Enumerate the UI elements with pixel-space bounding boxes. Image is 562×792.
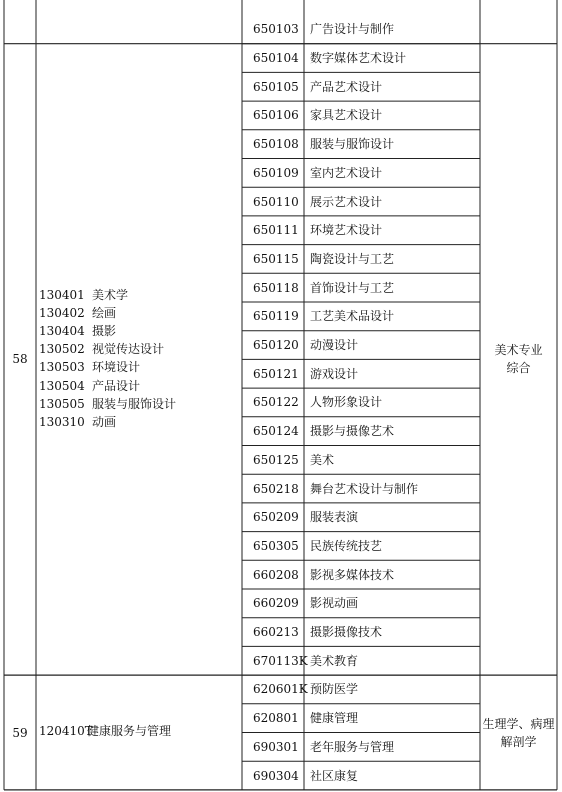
source-major-code: 130502 <box>39 342 85 357</box>
major-code-cell: 650105 <box>253 79 299 94</box>
source-major-name: 服装与服饰设计 <box>92 396 177 411</box>
major-code-cell: 650119 <box>253 309 299 324</box>
source-major-name: 绘画 <box>92 305 117 320</box>
source-major-name: 摄影 <box>92 324 117 338</box>
major-code-cell: 670113K <box>253 653 308 668</box>
major-code-cell: 650305 <box>253 538 299 553</box>
major-code-cell: 650120 <box>253 338 299 353</box>
row-number-cell: 58 <box>12 352 28 367</box>
source-major-name: 健康服务与管理 <box>87 724 172 739</box>
exam-subject-cell: 生理学、病理 <box>482 716 555 731</box>
major-name-cell: 家具艺术设计 <box>310 108 383 123</box>
major-code-cell: 660213 <box>253 625 299 640</box>
major-name-cell: 服装表演 <box>310 510 359 525</box>
major-code-cell: 650104 <box>253 51 299 66</box>
major-name-cell: 室内艺术设计 <box>310 165 383 180</box>
major-code-cell: 650124 <box>253 424 299 439</box>
major-code-cell: 650118 <box>253 280 299 295</box>
major-code-cell: 660208 <box>253 567 299 582</box>
source-major-name: 美术学 <box>92 287 129 302</box>
source-major-code: 130505 <box>39 396 85 411</box>
major-code-cell: 620801 <box>253 711 299 726</box>
major-code-cell: 690301 <box>253 739 299 754</box>
major-code-cell: 650218 <box>253 481 299 496</box>
major-name-cell: 广告设计与制作 <box>310 22 395 37</box>
major-name-cell: 摄影与摄像艺术 <box>310 424 395 439</box>
major-name-cell: 摄影摄像技术 <box>310 625 383 640</box>
source-major-code: 130504 <box>39 378 85 393</box>
major-name-cell: 社区康复 <box>310 768 359 783</box>
major-name-cell: 动漫设计 <box>310 338 359 353</box>
row-number-cell: 59 <box>12 725 28 740</box>
major-name-cell: 健康管理 <box>310 711 359 726</box>
source-major-code: 130402 <box>39 305 85 320</box>
source-major-code: 130401 <box>39 287 85 302</box>
major-name-cell: 游戏设计 <box>310 366 359 381</box>
major-code-cell: 650115 <box>253 251 299 266</box>
major-name-cell: 陶瓷设计与工艺 <box>310 251 395 266</box>
major-code-cell: 660209 <box>253 596 299 611</box>
major-name-cell: 影视多媒体技术 <box>310 567 395 582</box>
major-code-cell: 650109 <box>253 165 299 180</box>
major-name-cell: 老年服务与管理 <box>310 739 395 754</box>
major-code-cell: 650125 <box>253 452 299 467</box>
major-name-cell: 民族传统技艺 <box>310 538 383 553</box>
major-name-cell: 美术 <box>310 452 335 467</box>
source-major-code: 130310 <box>39 415 85 429</box>
major-name-cell: 产品艺术设计 <box>310 79 383 94</box>
major-code-cell: 650122 <box>253 395 299 410</box>
major-name-cell: 工艺美术品设计 <box>310 309 395 324</box>
major-name-cell: 人物形象设计 <box>310 395 383 410</box>
major-code-cell: 650209 <box>253 510 299 525</box>
exam-subject-cell: 美术专业 <box>494 343 543 358</box>
major-name-cell: 服装与服饰设计 <box>310 137 395 152</box>
source-major-name: 动画 <box>92 415 117 429</box>
major-name-cell: 展示艺术设计 <box>310 194 383 209</box>
major-name-cell: 影视动画 <box>310 596 359 611</box>
major-code-cell: 650111 <box>253 223 299 238</box>
major-code-cell: 620601K <box>253 682 308 697</box>
source-major-code: 120410T <box>39 724 93 739</box>
source-major-name: 产品设计 <box>92 378 141 393</box>
major-name-cell: 数字媒体艺术设计 <box>310 51 407 66</box>
exam-subject-cell: 解剖学 <box>500 734 537 749</box>
major-name-cell: 预防医学 <box>310 682 359 697</box>
major-code-cell: 650121 <box>253 366 299 381</box>
source-major-name: 视觉传达设计 <box>92 342 165 357</box>
major-code-cell: 650103 <box>253 22 299 37</box>
major-name-cell: 首饰设计与工艺 <box>310 280 395 295</box>
major-name-cell: 舞台艺术设计与制作 <box>310 481 419 496</box>
source-major-code: 130404 <box>39 324 85 338</box>
major-code-cell: 650106 <box>253 108 299 123</box>
source-major-name: 环境设计 <box>92 360 141 375</box>
major-code-cell: 650108 <box>253 137 299 152</box>
source-major-code: 130503 <box>39 360 85 375</box>
major-code-cell: 650110 <box>253 194 299 209</box>
exam-subject-cell: 综合 <box>506 361 531 376</box>
major-name-cell: 环境艺术设计 <box>310 223 383 238</box>
major-code-cell: 690304 <box>253 768 299 783</box>
major-name-cell: 美术教育 <box>310 653 359 668</box>
